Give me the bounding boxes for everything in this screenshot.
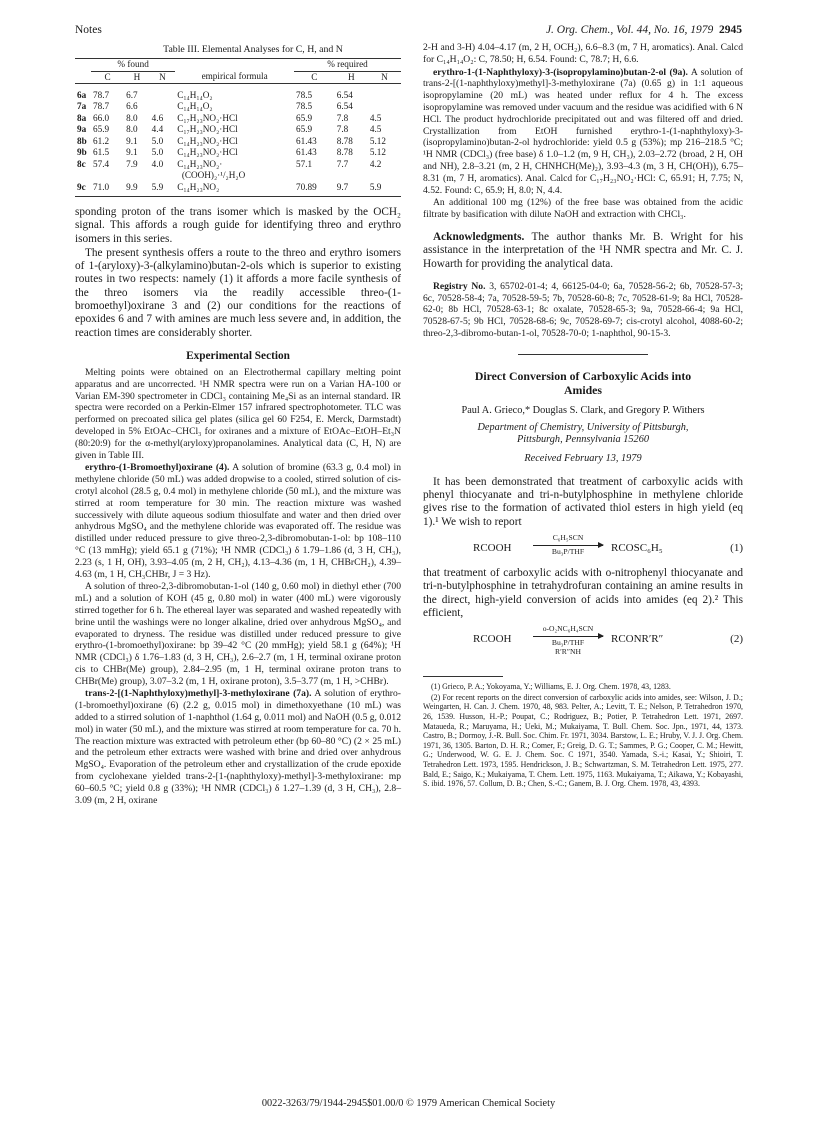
left-column	[75, 42, 401, 807]
table-row: 9b 61.5 9.1 5.0 C₁₄H₂₃NO₂·HCl 61.43 8.78 5.12	[77, 147, 386, 157]
col-header-c-req: C	[294, 71, 335, 84]
experimental-paragraph: erythro-1-(1-Naphthyloxy)-3-(isopropylamino)butan-2-ol (9a). A solution of trans-2-[(1-naphthyloxy)methyl]-3-methyloxirane (7a) (0.65 g) in 1:1 aqueous isopropylamine (20 mL) was heated under reflux for 4 h. The excess isopropylamine was removed under vacuum and the residue was acidified with 6 N HCl. The product hydrochloride precipitated out and was filtered off and dried. Crystallization from EtOH furnished erythro-1-(1-naphthyloxy)-3-(isopropylamino)butan-2-ol hydrochloride: yield 0.5 g (53%); mp 216–218.5 °C; ¹H NMR (CDCl₃) (free base) δ 1.0–1.2 (m, 9 H, CH₃), 2.03–2.72 (broad, 2 H, OH and NH), 2.8–3.21 (m, 2 H, CHNHCH(Me)₂), 3.93–4.3 (m, 3 H, CH(OH)), 6.75–8.31 (m, 7 H, aromatics). Anal. Calcd for C₁₇H₂₃NO₂·HCl: C, 65.91; H, 7.75; N, 4.52. Found: C, 65.9; H, 8.0; N, 4.4.	[423, 66, 744, 196]
registry-paragraph: Registry No. 3, 65702-01-4; 4, 66125-04-0; 6a, 70528-56-2; 6b, 70528-57-3; 6c, 70528-58-4; 7a, 70528-59-5; 7b, 70528-60-8; 7c, 70528-61-9; 8a HCl, 70528-62-0; 8b HCl, 70528-63-1; 8c oxalate, 70528-65-3; 9a, 70528-66-4; 9a HCl, 70528-67-5; 9b HCl, 70528-68-6; 9c, 70528-69-7; cis-crotyl alcohol, 4088-60-2; threo-2,3-dibromo-butan-1-ol, 70528-70-0; 1-naphthol, 90-15-3.	[423, 280, 743, 340]
equation-2	[423, 622, 743, 664]
table-row: 8b 61.2 9.1 5.0 C₁₄H₂₃NO₂·HCl 61.43 8.78 5.12	[77, 135, 386, 146]
col-header-h-req: H	[335, 71, 368, 84]
section-label: Notes	[75, 24, 102, 36]
registry-heading: Registry No.	[433, 280, 486, 292]
reaction-arrow-icon	[533, 545, 603, 546]
table-row: 6a 78.7 6.7 C₁₄H₁₄O₂ 78.5 6.54	[77, 89, 353, 100]
elemental-analysis-table	[75, 58, 401, 197]
page-number: 2945	[719, 24, 742, 36]
table-row: 9a 65.9 8.0 4.4 C₁₇H₂₃NO₂·HCl 65.9 7.8 4.5	[77, 124, 382, 134]
article-authors: Paul A. Grieco,* Douglas S. Clark, and Gregory P. Withers	[461, 404, 705, 416]
article-title: Direct Conversion of Carboxylic Acids into Amides	[474, 368, 692, 397]
table-row: 9c 71.0 9.9 5.9 C₁₄H₂₃NO₂ 70.89 9.7 5.9	[75, 182, 401, 197]
footnote: (2) For recent reports on the direct conversion of carboxylic acids into amides, see: Wilson, J. D.; Weingarten, H. Can. J. Chem. 1970, 48, 983. Pelter, A.; Levitt, T. E.; Nelson, P. Tetrahedron 1970, 26, 1539. Husson, H.-P.; Poupat, C.; Rodriguez, B.; Potier, P. Tetrahedron Lett. 1971, 2697. Mataueda, R.; Maruyama, H.; Ueki, M.; Mukaiyama, T. Bull. Chem. Soc. Jpn., 1971, 44, 1373. Castro, B.; Dormoy, J.-R. Bull. Soc. Chim. Fr. 1971, 3034. Barstow, L. E.; Hruby, V. J. J. Org. Chem. 1971, 36, 1305. Barton, D. H. R.; Comer, F.; Greig, D. G. T.; Sammes, P. G.; Cooper, C. M.; Hewitt, G.; Underwood, W. G. E. J. Chem. Soc. C 1971, 3540. Yamada, S.-i.; Kasai, Y.; Shioiri, T. Tetrahedron Lett. 1973, 1595. Hendrickson, J. B.; Schwartzman, S. M. Tetrahedron Lett. 1975, 277. Bald, E.; Saigo, K.; Mukaiyama, T. Chem. Lett. 1975, 1163. Mukaiyama, T.; Aikawa, Y.; Kobayashi, S. ibid. 1976, 57. Collum, D. B.; Chen, S.-C.; Ganem, B. J. Org. Chem. 1978, 43, 4393.	[423, 692, 743, 789]
eq1-reagent: C₆H₅SCN	[552, 533, 584, 543]
procedure-heading: erythro-1-(1-Naphthyloxy)-3-(isopropylamino)butan-2-ol (9a).	[433, 66, 688, 78]
group-required-header: % required	[294, 59, 401, 72]
footnote: (1) Grieco, P. A.; Yokoyama, Y.; Williams, E. J. Org. Chem. 1978, 43, 1283.	[431, 682, 671, 692]
experimental-paragraph: 2-H and 3-H) 4.04–4.17 (m, 2 H, OCH₂), 6.6–8.3 (m, 7 H, aromatics). Anal. Calcd for C₁₄H₁₄O₂: C, 78.50; H, 6.54. Found: C, 78.7; H, 6.6.	[423, 42, 743, 65]
col-header-h: H	[124, 71, 150, 84]
eq2-amine: R′R″NH	[555, 647, 581, 657]
page-footer: 0022-3263/79/1944-2945$01.00/0 © 1979 American Chemical Society	[261, 1098, 556, 1109]
journal-name: J. Org. Chem.,	[545, 24, 614, 36]
running-head	[75, 24, 742, 40]
eq2-conditions: Bu₃P/THF	[551, 638, 585, 648]
col-header-c: C	[91, 71, 124, 84]
experimental-paragraph: trans-2-[(1-Naphthyloxy)methyl]-3-methyloxirane (7a). A solution of erythro-(1-bromoethyl)oxirane (6) (2.2 g, 0.015 mol) in dimethoxyethane (10 mL) was added to a stirred solution of 1-naphthol (1.64 g, 0.011 mol) and NaOH (0.5 g, 0.012 mol) in water (50 mL), and the mixture was stirred at room temperature for ca. 70 h. The reaction mixture was extracted with petroleum ether (bp 60–80 °C) (2 × 25 mL) and the petroleum ether extracts were washed with brine and dried over anhydrous MgSO₄. Evaporation of the petroleum ether and crystallization of the crude epoxide from cyclohexane yielded trans-2-[1-(naphthyloxy)-methyl]-3-methyloxirane: mp 60–60.5 °C; yield 0.8 g (33%); ¹H NMR (CDCl₃) δ 1.27–1.39 (d, 3 H, CH₃), 2.8–3.09 (m, 2 H, oxirane	[75, 688, 401, 806]
reaction-arrow-icon	[533, 636, 603, 637]
col-header-n: N	[150, 71, 176, 84]
acknowledgments-heading: Acknowledgments.	[433, 230, 525, 243]
article-affiliation: Department of Chemistry, University of Pittsburgh, Pittsburgh, Pennsylvania 15260	[477, 421, 689, 446]
eq2-product: RCONR′R″	[611, 633, 664, 646]
group-found-header: % found	[91, 59, 175, 72]
journal-volume: Vol. 44, No. 16, 1979	[616, 24, 714, 36]
article-intro-paragraph: It has been demonstrated that treatment of carboxylic acids with phenyl thiocyanate and tri-n-butylphosphine in methylene chloride gives rise to the formation of activated thiol esters in high yield (eq 1).¹ We wish to report	[423, 475, 743, 528]
experimental-paragraph: Melting points were obtained on an Electrothermal capillary melting point apparatus and are uncorrected. ¹H NMR spectra were run on a Varian HA-100 or Varian EM-390 spectrometer in CDCl₃ containing Me₄Si as an internal standard. IR spectra were recorded on a Perkin-Elmer 157 infrared spectrophotometer. TLC was performed on precoated silica gel plates (silica gel 60 F254, E. Merck, Darmstadt) developed in 5% EtOAc–CHCl₃ for oxiranes and a mixture of EtOAc–EtOH–Et₃N (80:20:9) for the α-methyl(aryloxy)propanolamines. Analytical data (C, H, N) are given in Table III.	[75, 366, 401, 461]
col-header-formula: empirical formula	[175, 71, 294, 84]
table-row: 8c 57.4 7.9 4.0 C₁₄H₂₃NO₂· (COOH)₂·¹/₂H₂O 57.1 7.7 4.2	[77, 158, 382, 180]
discussion-paragraph: The present synthesis offers a route to the threo and erythro isomers of 1-(aryloxy)-3-(alkylamino)butan-2-ols which is superior to existing routes in two respects: namely (1) it affords a more facile synthesis of the threo isomers via the readily accessible threo-(1-bromoethyl)oxirane 3 and (2) our conditions for the reactions of epoxides 6 and 7 with amines are much less severe and, in addition, the reaction times are considerably shorter.	[75, 246, 401, 339]
experimental-paragraph: erythro-(1-Bromoethyl)oxirane (4). A solution of bromine (63.3 g, 0.4 mol) in methylene chloride (50 mL) was added dropwise to a cooled, stirred solution of cis-crotyl alcohol (28.5 g, 0.4 mol) in methylene chloride (50 mL), and the mixture was stirred at room temperature for 30 min. The reaction mixture was washed successively with dilute aqueous sodium thiosulfate and water and then dried over anhydrous MgSO₄ and the methylene chloride was evaporated off. The residue was distilled under reduced pressure to give threo-2,3-dibromobutan-1-ol: bp 108–110 °C (13 mmHg); yield 65.1 g (71%); ¹H NMR (CDCl₃) δ 1.79–1.86 (d, 3 H, CH₃), 2.23 (s, 1 H, OH), 3.93–4.05 (m, 2 H, CH₂), 4.13–4.36 (m, 1 H, CHBrCH₂), 4.39–4.63 (m, 1 H, CH₃CHBr, J = 3 Hz).	[75, 462, 401, 580]
acknowledgments-paragraph: Acknowledgments. The author thanks Mr. B. Wright for his assistance in the interpretation of the ¹H NMR spectra and Mr. C. J. Howarth for providing the analytical data.	[423, 230, 743, 270]
eq1-conditions: Bu₃P/THF	[551, 547, 585, 557]
discussion-paragraph: sponding proton of the trans isomer which is masked by the OCH₂ signal. This affords a rough guide for identifying threo and erythro isomers in this series.	[75, 206, 401, 245]
experimental-paragraph: An additional 100 mg (12%) of the free base was obtained from the acidic filtrate by basification with dilute NaOH and extraction with CHCl₃.	[423, 197, 743, 221]
eq2-reagent: o-O₂NC₆H₄SCN	[542, 624, 594, 634]
eq2-reactant: RCOOH	[473, 633, 512, 646]
procedure-heading: trans-2-[(1-Naphthyloxy)methyl]-3-methyloxirane (7a).	[85, 688, 312, 700]
experimental-paragraph: A solution of threo-2,3-dibromobutan-1-ol (140 g, 0.60 mol) in diethyl ether (700 mL) and a solution of KOH (45 g, 0.80 mol) in water (400 mL) were vigorously stirred together for 6 h. The ethereal layer was separated and washed repeatedly with brine until the washings were no longer alkaline, dried over anhydrous MgSO₄, and evaporated to dryness. The residue was distilled under reduced pressure to give erythro-(1-bromoethyl)oxirane: bp 39–42 °C (20 mmHg); yield 58.1 g (64%); ¹H NMR (CDCl₃) δ 1.76–1.83 (d, 3 H, CH₃), 2.6–2.7 (m, 1 H, terminal oxirane proton cis to CHBr(Me) group), 2.84–2.95 (m, 1 H, terminal oxirane proton trans to CHBr(Me) group), 3.07–3.2 (m, 1 H, oxirane proton), 3.5–3.77 (m, 1 H, >CHBr).	[75, 581, 401, 687]
article-divider	[518, 354, 648, 355]
col-header-n-req: N	[368, 71, 401, 84]
table-row: 8a 66.0 8.0 4.6 C₁₇H₂₃NO₂·HCl 65.9 7.8 4.5	[77, 112, 382, 123]
eq1-reactant: RCOOH	[473, 542, 512, 555]
footnote-divider	[423, 676, 503, 677]
procedure-heading: erythro-(1-Bromoethyl)oxirane (4).	[85, 462, 230, 474]
right-column	[423, 42, 743, 790]
table-caption: Table III. Elemental Analyses for C, H, and N	[163, 44, 343, 55]
experimental-heading: Experimental Section	[186, 349, 290, 362]
table-row: 7a 78.7 6.6 C₁₄H₁₄O₂ 78.5 6.54	[77, 101, 353, 111]
eq1-number: (1)	[730, 542, 743, 555]
eq1-product: RCOSC₆H₅	[611, 542, 663, 555]
article-body-paragraph: that treatment of carboxylic acids with o-nitrophenyl thiocyanate and tri-n-butylphosphine in tetrahydrofuran containing an amine results in the direct, high-yield conversion of acids into amides (eq 2).² This efficient,	[423, 567, 743, 619]
eq2-number: (2)	[730, 633, 743, 646]
equation-1	[423, 531, 743, 565]
received-date: Received February 13, 1979	[524, 452, 642, 464]
journal-citation	[546, 24, 742, 36]
